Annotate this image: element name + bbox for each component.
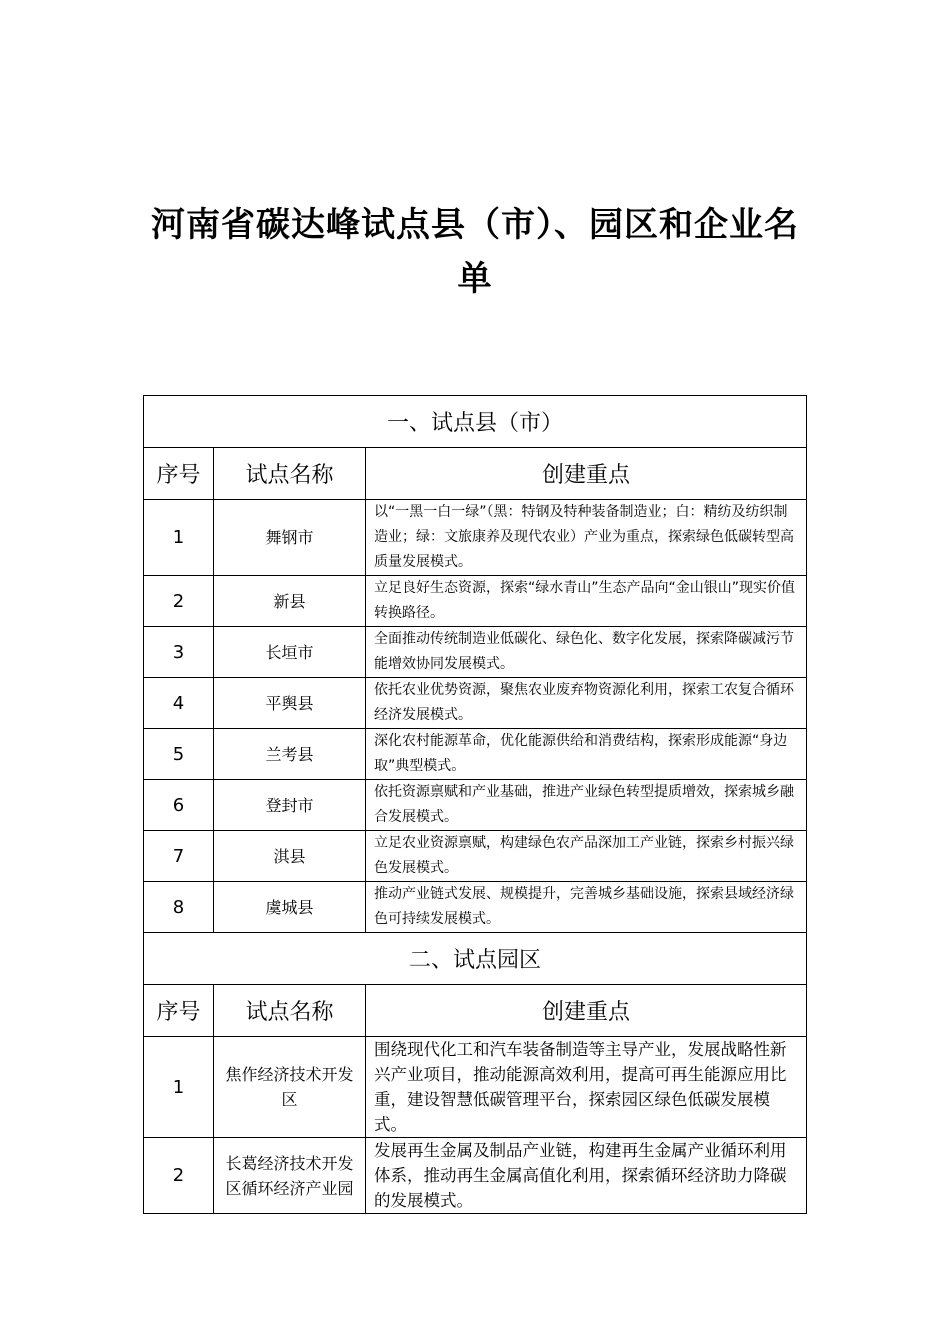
table-row [144, 1037, 807, 1138]
title-line-1: 河南省碳达峰试点县（市）、园区和企业名 [151, 205, 799, 245]
table-row [144, 678, 807, 729]
row-focus: 发展再生金属及制品产业链，构建再生金属产业循环利用体系，推动再生金属高值化利用，探索循环经济助力降碳的发展模式。 [366, 1138, 807, 1214]
column-header-seq: 序号 [144, 448, 214, 500]
table-row [144, 576, 807, 627]
section-title-parks: 二、试点园区 [144, 933, 807, 985]
row-name: 长垣市 [214, 627, 366, 678]
row-focus: 依托农业优势资源，聚焦农业废弃物资源化利用，探索工农复合循环经济发展模式。 [366, 678, 807, 729]
table-row [144, 882, 807, 933]
row-focus: 围绕现代化工和汽车装备制造等主导产业，发展战略性新兴产业项目，推动能源高效利用，提高可再生能源应用比重，建设智慧低碳管理平台，探索园区绿色低碳发展模式。 [366, 1037, 807, 1138]
row-focus: 立足良好生态资源，探索“绿水青山”生态产品向“金山银山”现实价值转换路径。 [366, 576, 807, 627]
row-seq: 1 [144, 500, 214, 576]
column-header-name: 试点名称 [214, 985, 366, 1037]
row-focus: 推动产业链式发展、规模提升，完善城乡基础设施，探索县域经济绿色可持续发展模式。 [366, 882, 807, 933]
pilot-list-table [143, 395, 807, 1214]
column-header-name: 试点名称 [214, 448, 366, 500]
row-seq: 2 [144, 1138, 214, 1214]
row-focus: 以“一黑一白一绿”（黑：特钢及特种装备制造业；白：精纺及纺织制造业；绿：文旅康养及现代农业）产业为重点，探索绿色低碳转型高质量发展模式。 [366, 500, 807, 576]
row-focus: 依托资源禀赋和产业基础，推进产业绿色转型提质增效，探索城乡融合发展模式。 [366, 780, 807, 831]
section-title-counties: 一、试点县（市） [144, 396, 807, 448]
row-focus: 立足农业资源禀赋，构建绿色农产品深加工产业链，探索乡村振兴绿色发展模式。 [366, 831, 807, 882]
column-header-seq: 序号 [144, 985, 214, 1037]
row-name: 淇县 [214, 831, 366, 882]
table-row [144, 500, 807, 576]
row-seq: 5 [144, 729, 214, 780]
row-name: 虞城县 [214, 882, 366, 933]
row-name: 平舆县 [214, 678, 366, 729]
row-focus: 全面推动传统制造业低碳化、绿色化、数字化发展，探索降碳减污节能增效协同发展模式。 [366, 627, 807, 678]
row-name: 焦作经济技术开发区 [214, 1037, 366, 1138]
table-row [144, 729, 807, 780]
row-seq: 7 [144, 831, 214, 882]
row-name: 登封市 [214, 780, 366, 831]
row-name: 长葛经济技术开发区循环经济产业园 [214, 1138, 366, 1214]
row-focus: 深化农村能源革命，优化能源供给和消费结构，探索形成能源“身边取”典型模式。 [366, 729, 807, 780]
row-name: 新县 [214, 576, 366, 627]
row-seq: 4 [144, 678, 214, 729]
column-header-focus: 创建重点 [366, 448, 807, 500]
title-line-2: 单 [457, 259, 493, 299]
row-seq: 1 [144, 1037, 214, 1138]
column-header-focus: 创建重点 [366, 985, 807, 1037]
row-seq: 2 [144, 576, 214, 627]
row-seq: 3 [144, 627, 214, 678]
row-name: 兰考县 [214, 729, 366, 780]
table-row [144, 831, 807, 882]
table-row [144, 1138, 807, 1214]
table-row [144, 780, 807, 831]
row-name: 舞钢市 [214, 500, 366, 576]
document-title [140, 198, 810, 306]
row-seq: 6 [144, 780, 214, 831]
table-row [144, 627, 807, 678]
row-seq: 8 [144, 882, 214, 933]
